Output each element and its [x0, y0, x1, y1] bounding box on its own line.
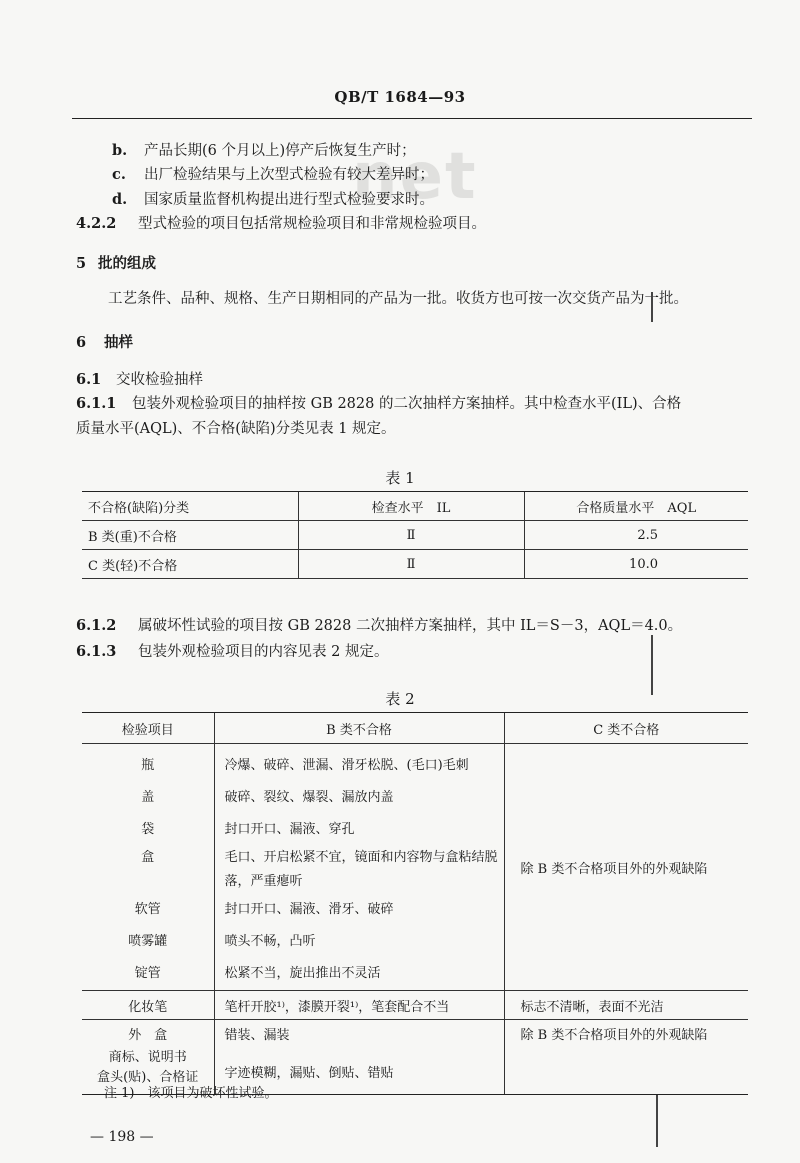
section-6-1-2: 6.1.2 属破坏性试验的项目按 GB 2828 二次抽样方案抽样，其中 IL＝S－3，AQL＝4.0。: [76, 617, 683, 634]
c-defect-group3: 除 B 类不合格项目外的外观缺陷: [504, 1020, 748, 1095]
table1-header-row: [82, 492, 748, 521]
item-box-head-cert: 盒头(贴)、合格证: [97, 1070, 199, 1085]
table2-header-cell: 检验项目: [82, 713, 214, 744]
table-row: [82, 550, 748, 579]
section-6-1-3: 6.1.3 包装外观检验项目的内容见表 2 规定。: [76, 643, 389, 660]
watermark: net: [352, 140, 478, 214]
table1-cell: C 类(轻)不合格: [82, 550, 298, 579]
item-outer-box: 外 盒: [128, 1028, 168, 1043]
page-number: — 198 —: [90, 1129, 154, 1145]
section-6-1-1-line1: 6.1.1 包装外观检验项目的抽样按 GB 2828 的二次抽样方案抽样。其中检查水平(IL)、合格: [76, 395, 682, 412]
section-5-body: 工艺条件、品种、规格、生产日期相同的产品为一批。收货方也可按一次交货产品为一批。: [108, 291, 688, 307]
defect-cosmetic-pencil: 笔杆开胶¹⁾，漆膜开裂¹⁾，笔套配合不当: [214, 991, 504, 1020]
scan-artifact-line: [656, 1095, 658, 1147]
section-4-2-2: 4.2.2 型式检验的项目包括常规检验项目和非常规检验项目。: [76, 215, 486, 232]
table-row: [82, 744, 748, 991]
table1-header-cell: 检查水平 IL: [298, 492, 524, 521]
table1-cell: 2.5: [524, 521, 748, 550]
c-defect-cosmetic-pencil: 标志不清晰，表面不光洁: [504, 991, 748, 1020]
list-item-d: d. 国家质量监督机构提出进行型式检验要求时。: [112, 191, 434, 208]
table1-header-cell: 合格质量水平 AQL: [524, 492, 748, 521]
scan-artifact-line: [651, 635, 653, 695]
table-row: [82, 521, 748, 550]
table2-header-row: [82, 713, 748, 744]
defect-stick-tube: 松紧不当，旋出推出不灵活: [224, 966, 381, 981]
table2-items-cell: [82, 744, 214, 991]
defect-bottle: 冷爆、破碎、泄漏、滑牙松脱、(毛口)毛刺: [224, 758, 469, 773]
item-tube: 软管: [134, 902, 161, 917]
table1: [82, 491, 748, 579]
defect-spray-can: 喷头不畅，凸听: [224, 934, 316, 949]
table1-cell: B 类(重)不合格: [82, 521, 298, 550]
table2-caption: 表 2: [385, 690, 415, 708]
table2-b-defects-cell: [214, 744, 504, 991]
table2-header-cell: C 类不合格: [504, 713, 748, 744]
table2: [82, 712, 748, 1095]
table2-footnote: 注 1) 该项目为破坏性试验。: [104, 1086, 278, 1101]
item-cap: 盖: [141, 790, 155, 805]
item-stick-tube: 锭管: [134, 966, 161, 981]
table1-cell: 10.0: [524, 550, 748, 579]
item-bag: 袋: [141, 822, 155, 837]
table2-c-defect-cell: 除 B 类不合格项目外的外观缺陷: [504, 744, 748, 991]
table1-header-cell: 不合格(缺陷)分类: [82, 492, 298, 521]
table1-cell: Ⅱ: [298, 521, 524, 550]
defect-tube: 封口开口、漏液、滑牙、破碎: [224, 902, 394, 917]
list-item-c: c. 出厂检验结果与上次型式检验有较大差异时；: [112, 166, 434, 183]
section-5-heading: 5 批的组成: [76, 255, 156, 272]
item-bottle: 瓶: [141, 758, 155, 773]
section-6-1-1-line2: 质量水平(AQL)、不合格(缺陷)分类见表 1 规定。: [76, 421, 396, 437]
standard-code-header: QB/T 1684—93: [334, 88, 466, 106]
defect-cap: 破碎、裂纹、爆裂、漏放内盖: [224, 790, 394, 805]
defect-label-manual: 字迹模糊，漏贴、倒贴、错贴: [224, 1066, 394, 1081]
section-6-heading: 6 抽样: [76, 334, 133, 351]
section-6-1-heading: 6.1 交收检验抽样: [76, 371, 203, 388]
item-spray-can: 喷雾罐: [128, 934, 168, 949]
table-row: [82, 991, 748, 1020]
item-cosmetic-pencil: 化妆笔: [82, 991, 214, 1020]
defect-bag: 封口开口、漏液、穿孔: [224, 822, 355, 837]
defect-box: 毛口、开启松紧不宜，镜面和内容物与盒粘结脱落，严重瘪听: [224, 850, 498, 889]
defect-outer-box: 错装、漏装: [224, 1028, 290, 1043]
item-label-manual: 商标、说明书: [108, 1050, 187, 1065]
table1-caption: 表 1: [385, 469, 415, 487]
list-item-b: b. 产品长期(6 个月以上)停产后恢复生产时；: [112, 142, 416, 159]
table2-header-cell: B 类不合格: [214, 713, 504, 744]
item-box: 盒: [141, 850, 155, 865]
header-rule: [72, 118, 752, 119]
scan-artifact-line: [651, 292, 653, 322]
table1-cell: Ⅱ: [298, 550, 524, 579]
